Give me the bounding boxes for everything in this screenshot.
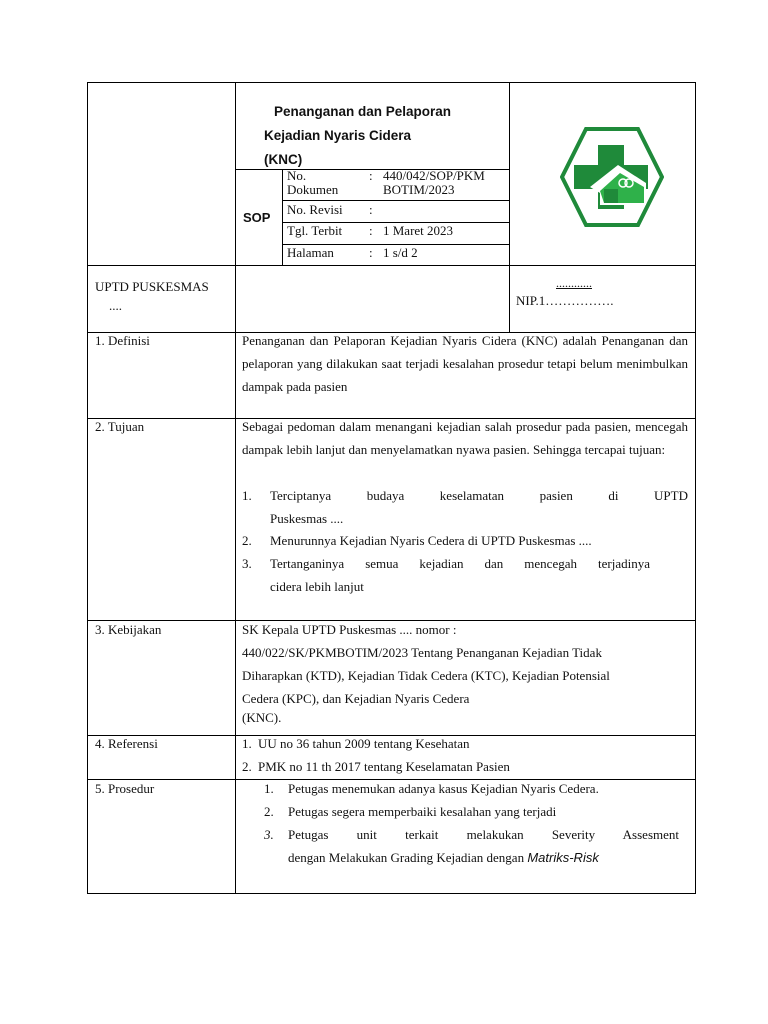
meta-label: Tgl. Terbit (287, 223, 343, 238)
list-item (242, 552, 688, 598)
meta-revision (287, 202, 507, 218)
signature-dots: ............ (556, 276, 592, 290)
meta-label: Halaman (287, 245, 334, 260)
list-item (242, 484, 688, 530)
nip-field: NIP.1……………. (516, 293, 614, 308)
section-label-prosedur: 5. Prosedur (95, 781, 155, 796)
meta-label: Dokumen (287, 182, 339, 197)
list-text: Petugas menemukan adanya kasus Kejadian Nyaris Cedera. (288, 781, 599, 796)
list-item (264, 777, 679, 800)
title-line-1: Penanganan dan Pelaporan (274, 104, 452, 119)
list-text: dengan Melakukan Grading Kejadian dengan (288, 850, 528, 865)
sop-label: SOP (243, 210, 271, 225)
section-label-definisi: 1. Definisi (95, 333, 150, 348)
meta-sep: : (369, 168, 373, 183)
kebijakan-line: Diharapkan (KTD), Kejadian Tidak Cedera (KTC), Kejadian Potensial (242, 668, 610, 683)
meta-label: No. Revisi (287, 202, 343, 217)
tujuan-list (242, 484, 688, 598)
list-number: 1. (242, 488, 252, 503)
list-text: Menurunnya Kejadian Nyaris Cedera di UPTD Puskesmas .... (270, 533, 592, 548)
title-line-3: (KNC) (264, 152, 303, 167)
meta-sep: : (369, 202, 373, 217)
list-item (242, 755, 688, 778)
meta-issue-date (287, 223, 507, 239)
list-text: Petugas segera memperbaiki kesalahan yang terjadi (288, 804, 557, 819)
section-label-kebijakan: 3. Kebijakan (95, 622, 162, 637)
list-text: UU no 36 tahun 2009 tentang Kesehatan (258, 736, 470, 751)
list-number: 2. (264, 804, 274, 819)
org-name (95, 277, 209, 315)
org-line-1: UPTD PUSKESMAS (95, 279, 209, 294)
meta-doc-number (287, 169, 507, 197)
list-item (264, 800, 679, 823)
list-number: 1. (242, 736, 252, 751)
list-text: cidera lebih lanjut (270, 579, 364, 594)
list-item (264, 823, 679, 869)
list-text-italic: Matriks-Risk (527, 850, 599, 865)
puskesmas-logo-icon (560, 127, 664, 227)
list-item (242, 732, 688, 755)
list-item (242, 529, 688, 552)
kebijakan-line: 440/022/SK/PKMBOTIM/2023 Tentang Penanganan Kejadian Tidak (242, 645, 602, 660)
list-number: 2. (242, 533, 252, 548)
kebijakan-text (242, 618, 692, 729)
kebijakan-line: Cedera (KPC), dan Kejadian Nyaris Cedera (242, 691, 470, 706)
meta-value: 440/042/SOP/PKM (383, 168, 485, 183)
title-line-2: Kejadian Nyaris Cidera (264, 128, 412, 143)
list-number: 3. (242, 556, 252, 571)
org-line-2: .... (109, 298, 122, 313)
meta-sep: : (369, 245, 373, 260)
meta-label: No. (287, 168, 307, 183)
section-label-tujuan: 2. Tujuan (95, 419, 145, 434)
tujuan-intro: Sebagai pedoman dalam menangani kejadian salah prosedur pada pasien, mencegah dampak lebih lanjut dan menyelamatkan nyawa pasien. Sehingga tercapai tujuan: (242, 419, 688, 457)
list-text: PMK no 11 th 2017 tentang Keselamatan Pasien (258, 759, 510, 774)
list-number: 2. (242, 759, 252, 774)
meta-sep: : (369, 223, 373, 238)
meta-pages (287, 245, 507, 261)
kebijakan-line: SK Kepala UPTD Puskesmas .... nomor : (242, 622, 457, 637)
list-number: 1. (264, 781, 274, 796)
prosedur-list (264, 777, 679, 869)
list-text: Petugas unit terkait melakukan Severity Assesment (288, 827, 679, 842)
meta-value: BOTIM/2023 (383, 182, 455, 197)
list-number: 3. (264, 827, 274, 842)
referensi-list (242, 732, 688, 778)
definisi-text: Penanganan dan Pelaporan Kejadian Nyaris Cidera (KNC) adalah Penanganan dan pelaporan yang dilakukan saat terjadi kesalahan prosedur tetapi belum menimbulkan dampak pada pasien (242, 333, 688, 394)
meta-value: 1 Maret 2023 (383, 223, 454, 238)
list-text: Terciptanya budaya keselamatan pasien di UPTD (270, 488, 688, 503)
kebijakan-line: (KNC). (242, 710, 282, 725)
list-text: Tertanganinya semua kejadian dan mencegah terjadinya (270, 556, 650, 571)
document-title (264, 100, 504, 172)
meta-value: 1 s/d 2 (383, 245, 418, 260)
section-label-referensi: 4. Referensi (95, 736, 158, 751)
list-text: Puskesmas .... (270, 511, 344, 526)
